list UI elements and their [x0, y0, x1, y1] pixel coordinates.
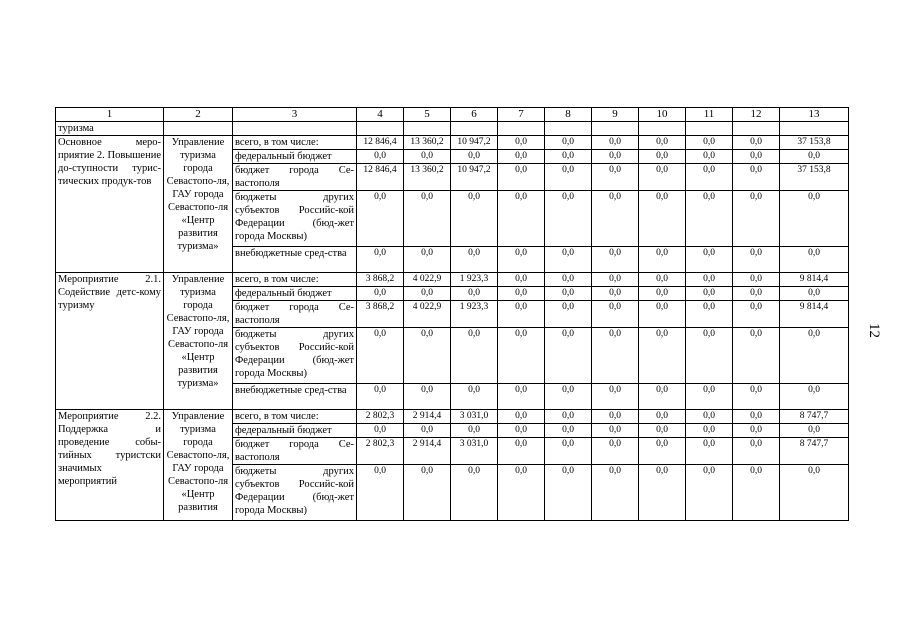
amount-cell: 0,0 [592, 465, 639, 521]
amount-cell: 10 947,2 [451, 136, 498, 150]
empty-cell [545, 122, 592, 136]
amount-cell: 0,0 [780, 465, 849, 521]
amount-cell: 0,0 [733, 287, 780, 301]
amount-cell: 0,0 [686, 410, 733, 424]
amount-cell: 0,0 [686, 191, 733, 247]
column-number: 10 [639, 108, 686, 122]
amount-cell: 4 022,9 [404, 273, 451, 287]
amount-cell: 0,0 [545, 465, 592, 521]
amount-cell: 0,0 [404, 150, 451, 164]
amount-cell: 0,0 [733, 465, 780, 521]
amount-cell: 0,0 [686, 247, 733, 273]
amount-cell: 37 153,8 [780, 136, 849, 150]
amount-cell: 10 947,2 [451, 164, 498, 191]
amount-cell: 12 846,4 [357, 164, 404, 191]
amount-cell: 0,0 [639, 438, 686, 465]
amount-cell: 0,0 [545, 410, 592, 424]
amount-cell: 0,0 [733, 136, 780, 150]
amount-cell: 0,0 [498, 150, 545, 164]
empty-cell [357, 122, 404, 136]
amount-cell: 0,0 [686, 287, 733, 301]
amount-cell: 0,0 [357, 287, 404, 301]
amount-cell: 0,0 [592, 410, 639, 424]
amount-cell: 3 031,0 [451, 410, 498, 424]
amount-cell: 0,0 [451, 465, 498, 521]
column-number: 9 [592, 108, 639, 122]
activity-name: Мероприятие 2.1. Содействие детс-кому туризму [56, 273, 164, 410]
column-number: 5 [404, 108, 451, 122]
executor-name: Управление туризма города Севастопо-ля, ГАУ города Севастопо-ля «Центр развития [164, 410, 233, 521]
amount-cell: 3 868,2 [357, 273, 404, 287]
table-row [56, 136, 849, 150]
funding-source: всего, в том числе: [233, 410, 357, 424]
amount-cell: 0,0 [733, 273, 780, 287]
empty-cell [404, 122, 451, 136]
amount-cell: 0,0 [639, 247, 686, 273]
empty-cell [780, 122, 849, 136]
amount-cell: 0,0 [451, 287, 498, 301]
amount-cell: 0,0 [780, 287, 849, 301]
amount-cell: 4 022,9 [404, 301, 451, 328]
continuation-text: туризма [56, 122, 164, 136]
amount-cell: 0,0 [545, 328, 592, 384]
amount-cell: 0,0 [686, 273, 733, 287]
amount-cell: 13 360,2 [404, 164, 451, 191]
amount-cell: 0,0 [545, 438, 592, 465]
amount-cell: 9 814,4 [780, 301, 849, 328]
activity-name: Мероприятие 2.2. Поддержка и проведение собы-тийных туристски значимых мероприятий [56, 410, 164, 521]
executor-name: Управление туризма города Севастопо-ля, ГАУ города Севастопо-ля «Центр развития туризма» [164, 136, 233, 273]
amount-cell: 0,0 [498, 191, 545, 247]
column-number: 12 [733, 108, 780, 122]
funding-source: бюджеты других субъектов Российс-кой Федерации (бюд-жет города Москвы) [233, 465, 357, 521]
amount-cell: 0,0 [733, 301, 780, 328]
funding-source: всего, в том числе: [233, 136, 357, 150]
amount-cell: 0,0 [686, 301, 733, 328]
amount-cell: 0,0 [592, 424, 639, 438]
amount-cell: 0,0 [404, 287, 451, 301]
empty-cell [733, 122, 780, 136]
funding-source: бюджет города Се-вастополя [233, 438, 357, 465]
funding-source: бюджеты других субъектов Российс-кой Федерации (бюд-жет города Москвы) [233, 328, 357, 384]
amount-cell: 0,0 [592, 438, 639, 465]
amount-cell: 1 923,3 [451, 273, 498, 287]
amount-cell: 0,0 [686, 164, 733, 191]
amount-cell: 0,0 [592, 287, 639, 301]
amount-cell: 0,0 [451, 247, 498, 273]
activity-name: Основное меро-приятие 2. Повышение до-ступности турис-тических продук-тов [56, 136, 164, 273]
amount-cell: 0,0 [639, 191, 686, 247]
amount-cell: 0,0 [545, 384, 592, 410]
amount-cell: 0,0 [686, 328, 733, 384]
amount-cell: 0,0 [686, 465, 733, 521]
amount-cell: 0,0 [545, 424, 592, 438]
column-number: 1 [56, 108, 164, 122]
amount-cell: 0,0 [686, 136, 733, 150]
amount-cell: 9 814,4 [780, 273, 849, 287]
amount-cell: 0,0 [451, 384, 498, 410]
funding-source: всего, в том числе: [233, 273, 357, 287]
continuation-row [56, 122, 849, 136]
table-row [56, 410, 849, 424]
amount-cell: 0,0 [592, 150, 639, 164]
amount-cell: 0,0 [592, 384, 639, 410]
funding-source: бюджет города Се-вастополя [233, 301, 357, 328]
amount-cell: 0,0 [639, 273, 686, 287]
amount-cell: 0,0 [545, 164, 592, 191]
amount-cell: 0,0 [639, 150, 686, 164]
amount-cell: 0,0 [733, 150, 780, 164]
amount-cell: 0,0 [639, 136, 686, 150]
amount-cell: 0,0 [545, 150, 592, 164]
column-number: 4 [357, 108, 404, 122]
amount-cell: 2 914,4 [404, 410, 451, 424]
empty-cell [592, 122, 639, 136]
amount-cell: 0,0 [780, 150, 849, 164]
amount-cell: 0,0 [357, 465, 404, 521]
amount-cell: 0,0 [451, 150, 498, 164]
column-number: 13 [780, 108, 849, 122]
amount-cell: 0,0 [780, 247, 849, 273]
amount-cell: 0,0 [639, 328, 686, 384]
amount-cell: 0,0 [639, 465, 686, 521]
amount-cell: 2 802,3 [357, 410, 404, 424]
column-number: 7 [498, 108, 545, 122]
amount-cell: 0,0 [498, 465, 545, 521]
amount-cell: 1 923,3 [451, 301, 498, 328]
amount-cell: 8 747,7 [780, 438, 849, 465]
amount-cell: 0,0 [592, 328, 639, 384]
empty-cell [686, 122, 733, 136]
amount-cell: 12 846,4 [357, 136, 404, 150]
amount-cell: 0,0 [404, 191, 451, 247]
amount-cell: 0,0 [733, 410, 780, 424]
amount-cell: 8 747,7 [780, 410, 849, 424]
amount-cell: 0,0 [498, 164, 545, 191]
funding-source: федеральный бюджет [233, 424, 357, 438]
amount-cell: 0,0 [545, 247, 592, 273]
amount-cell: 0,0 [404, 247, 451, 273]
amount-cell: 0,0 [780, 328, 849, 384]
budget-table [55, 107, 849, 521]
amount-cell: 0,0 [733, 328, 780, 384]
amount-cell: 0,0 [357, 247, 404, 273]
amount-cell: 0,0 [498, 410, 545, 424]
page-number: 12 [866, 323, 882, 338]
amount-cell: 0,0 [639, 287, 686, 301]
funding-source: федеральный бюджет [233, 150, 357, 164]
amount-cell: 0,0 [357, 424, 404, 438]
column-number: 2 [164, 108, 233, 122]
amount-cell: 0,0 [639, 301, 686, 328]
amount-cell: 0,0 [498, 328, 545, 384]
amount-cell: 0,0 [733, 384, 780, 410]
empty-cell [233, 122, 357, 136]
amount-cell: 2 802,3 [357, 438, 404, 465]
amount-cell: 0,0 [780, 424, 849, 438]
amount-cell: 0,0 [545, 191, 592, 247]
amount-cell: 0,0 [498, 287, 545, 301]
amount-cell: 0,0 [545, 301, 592, 328]
empty-cell [451, 122, 498, 136]
amount-cell: 0,0 [733, 164, 780, 191]
amount-cell: 0,0 [592, 136, 639, 150]
amount-cell: 0,0 [404, 465, 451, 521]
amount-cell: 0,0 [545, 287, 592, 301]
amount-cell: 3 031,0 [451, 438, 498, 465]
column-number: 11 [686, 108, 733, 122]
amount-cell: 0,0 [780, 384, 849, 410]
amount-cell: 0,0 [357, 150, 404, 164]
funding-source: бюджеты других субъектов Российс-кой Федерации (бюд-жет города Москвы) [233, 191, 357, 247]
empty-cell [498, 122, 545, 136]
funding-source: бюджет города Се-вастополя [233, 164, 357, 191]
executor-name: Управление туризма города Севастопо-ля, ГАУ города Севастопо-ля «Центр развития туризма» [164, 273, 233, 410]
amount-cell: 0,0 [357, 328, 404, 384]
amount-cell: 0,0 [357, 191, 404, 247]
amount-cell: 0,0 [592, 191, 639, 247]
amount-cell: 0,0 [498, 438, 545, 465]
amount-cell: 0,0 [733, 438, 780, 465]
amount-cell: 0,0 [592, 273, 639, 287]
amount-cell: 13 360,2 [404, 136, 451, 150]
amount-cell: 0,0 [498, 273, 545, 287]
amount-cell: 0,0 [498, 301, 545, 328]
amount-cell: 0,0 [639, 410, 686, 424]
amount-cell: 0,0 [545, 136, 592, 150]
amount-cell: 0,0 [451, 424, 498, 438]
table-body [56, 108, 849, 521]
amount-cell: 0,0 [639, 424, 686, 438]
funding-source: внебюджетные сред-ства [233, 247, 357, 273]
amount-cell: 0,0 [498, 384, 545, 410]
column-number: 8 [545, 108, 592, 122]
table-row [56, 273, 849, 287]
amount-cell: 0,0 [404, 384, 451, 410]
amount-cell: 0,0 [498, 247, 545, 273]
amount-cell: 0,0 [639, 384, 686, 410]
empty-cell [639, 122, 686, 136]
amount-cell: 0,0 [780, 191, 849, 247]
amount-cell: 0,0 [404, 328, 451, 384]
amount-cell: 37 153,8 [780, 164, 849, 191]
amount-cell: 3 868,2 [357, 301, 404, 328]
amount-cell: 0,0 [404, 424, 451, 438]
amount-cell: 0,0 [733, 247, 780, 273]
amount-cell: 0,0 [686, 424, 733, 438]
amount-cell: 0,0 [451, 191, 498, 247]
amount-cell: 0,0 [498, 424, 545, 438]
amount-cell: 0,0 [686, 384, 733, 410]
amount-cell: 0,0 [733, 191, 780, 247]
amount-cell: 0,0 [639, 164, 686, 191]
amount-cell: 0,0 [357, 384, 404, 410]
amount-cell: 0,0 [733, 424, 780, 438]
amount-cell: 2 914,4 [404, 438, 451, 465]
amount-cell: 0,0 [498, 136, 545, 150]
amount-cell: 0,0 [686, 150, 733, 164]
amount-cell: 0,0 [686, 438, 733, 465]
amount-cell: 0,0 [592, 301, 639, 328]
funding-source: федеральный бюджет [233, 287, 357, 301]
amount-cell: 0,0 [545, 273, 592, 287]
header-row [56, 108, 849, 122]
amount-cell: 0,0 [592, 164, 639, 191]
column-number: 6 [451, 108, 498, 122]
funding-source: внебюджетные сред-ства [233, 384, 357, 410]
column-number: 3 [233, 108, 357, 122]
amount-cell: 0,0 [451, 328, 498, 384]
amount-cell: 0,0 [592, 247, 639, 273]
empty-cell [164, 122, 233, 136]
